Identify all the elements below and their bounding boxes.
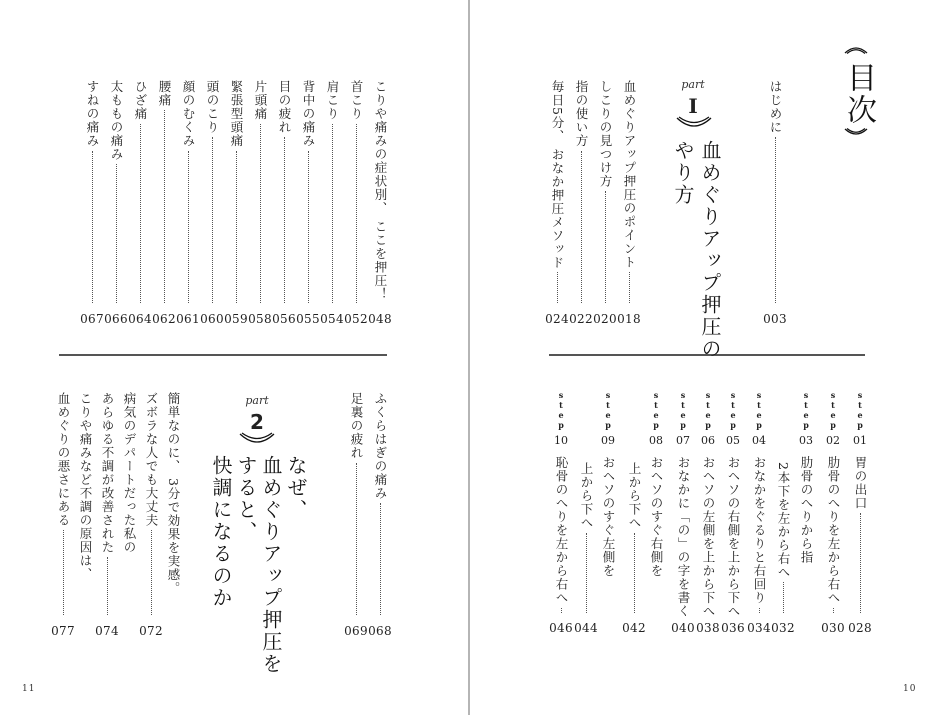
entry-page-number: 059 (224, 312, 248, 326)
part-number: I (688, 94, 698, 118)
dot-leader (775, 137, 776, 303)
entry-page-number: 018 (617, 312, 641, 326)
step-label: step 10 (554, 390, 568, 447)
entry-title: 足裏の疲れ (349, 392, 364, 460)
toc-entry[interactable] (200, 80, 224, 326)
dot-leader (629, 272, 630, 303)
dot-leader (164, 110, 165, 303)
dot-leader (380, 503, 381, 615)
entry-page-number: 067 (80, 312, 104, 326)
dot-leader (188, 151, 189, 304)
entry-title: 病気のデパートだった私の (122, 392, 137, 554)
entry-title: 片頭痛 (253, 80, 268, 121)
entry-page-number: 003 (763, 312, 787, 326)
part-title-line-4: 快調になるのか (209, 455, 233, 609)
entry-title: 頭のこり (205, 80, 220, 134)
dot-leader (561, 608, 562, 614)
entry-title: こりや痛みなど不調の原因は、 (78, 392, 93, 581)
toc-entry[interactable] (296, 80, 320, 326)
part-label: part (245, 394, 269, 407)
entry-title: 簡単なのに、 3分で効果を実感。 (166, 392, 181, 595)
part-number: 2 (250, 410, 264, 434)
dot-leader (140, 124, 141, 304)
dot-leader (356, 463, 357, 616)
step-label: step 06 (701, 390, 715, 447)
entry-page-number: 060 (200, 312, 224, 326)
toc-entry[interactable] (593, 80, 617, 326)
entry-title: こりや痛みの症状別、 ここを押圧！ (373, 80, 388, 301)
dot-leader (581, 151, 582, 304)
entry-title: 太ももの痛み (109, 80, 124, 161)
entry-title: 首こり (349, 80, 364, 121)
toc-entry-step[interactable] (771, 462, 795, 635)
dot-leader (151, 530, 152, 615)
dot-leader (759, 608, 760, 614)
dot-leader (212, 137, 213, 303)
dot-leader (634, 533, 635, 614)
entry-title: 恥骨のへりを左から右へ (554, 456, 569, 605)
section-divider-left (59, 354, 387, 356)
dot-leader (605, 191, 606, 303)
toc-entry[interactable] (320, 80, 344, 326)
entry-title: 上から下へ (579, 462, 594, 530)
entry-title: 胃の出口 (853, 456, 868, 510)
part-title-line-2: 血めぐりアップ押圧を (259, 455, 283, 675)
step-label: step 02 (826, 390, 840, 447)
title-bracket-bottom-icon (844, 128, 868, 138)
step-label: step 01 (853, 390, 867, 447)
dot-leader (833, 608, 834, 614)
dot-leader (557, 272, 558, 303)
dot-leader (783, 582, 784, 613)
toc-entry-step-line1[interactable] (648, 456, 664, 578)
entry-page-number: 022 (569, 312, 593, 326)
toc-title: 目次 (841, 62, 876, 126)
toc-entry[interactable] (344, 80, 368, 326)
step-label: step 07 (676, 390, 690, 447)
entry-title: 指の使い方 (574, 80, 589, 148)
toc-entry[interactable] (368, 392, 392, 638)
step-label: step 03 (799, 390, 813, 447)
title-bracket-top-icon (844, 44, 868, 54)
toc-entry-step[interactable] (821, 456, 845, 635)
toc-entry-intro[interactable] (763, 80, 787, 326)
entry-title: 腰痛 (157, 80, 172, 107)
entry-title: 背中の痛み (301, 80, 316, 148)
entry-title: 目の疲れ (277, 80, 292, 134)
toc-entry-line1[interactable] (77, 392, 93, 618)
dot-leader (260, 124, 261, 304)
entry-title: 肩こり (325, 80, 340, 121)
entry-page-number: 077 (51, 624, 75, 638)
book-spine (468, 0, 470, 715)
toc-entry[interactable] (272, 80, 296, 326)
entry-page-number: 040 (671, 621, 695, 635)
entry-title: しこりの見つけ方 (598, 80, 613, 188)
entry-title: ズボラな人でも大丈夫 (144, 392, 159, 527)
entry-page-number: 052 (344, 312, 368, 326)
entry-title: 血めぐりの悪さにある (56, 392, 71, 527)
step-label: step 05 (726, 390, 740, 447)
entry-page-number: 055 (296, 312, 320, 326)
entry-page-number: 058 (248, 312, 272, 326)
entry-title: 上から下へ (627, 462, 642, 530)
toc-entry-step[interactable] (671, 456, 695, 635)
entry-title: あらゆる不調が改善された (100, 392, 115, 554)
dot-leader (236, 151, 237, 304)
step-label: step 04 (752, 390, 766, 447)
step-label: step 08 (649, 390, 663, 447)
dot-leader (356, 124, 357, 304)
entry-page-number: 046 (549, 621, 573, 635)
entry-title: ふくらはぎの痛み (373, 392, 388, 500)
toc-entry[interactable] (95, 392, 119, 638)
entry-page-number: 056 (272, 312, 296, 326)
toc-entry-step[interactable] (721, 456, 745, 635)
toc-entry[interactable] (152, 80, 176, 326)
toc-entry[interactable] (569, 80, 593, 326)
entry-page-number: 020 (593, 312, 617, 326)
toc-entry[interactable] (617, 80, 641, 326)
toc-entry-step[interactable] (622, 462, 646, 635)
entry-page-number: 074 (95, 624, 119, 638)
part-title-line-2: やり方 (671, 140, 695, 206)
toc-entry[interactable] (344, 392, 368, 638)
entry-page-number: 061 (176, 312, 200, 326)
dot-leader (860, 513, 861, 613)
toc-entry[interactable] (128, 80, 152, 326)
toc-entry-step-line1[interactable] (798, 456, 814, 564)
entry-page-number: 064 (128, 312, 152, 326)
entry-title: 血めぐりアップ押圧のポイント (622, 80, 637, 269)
entry-page-number: 066 (104, 312, 128, 326)
entry-title: おヘソのすぐ左側を (601, 456, 616, 578)
dot-leader (92, 151, 93, 304)
entry-page-number: 048 (368, 312, 392, 326)
entry-page-number: 038 (696, 621, 720, 635)
dot-leader (63, 530, 64, 615)
page-number-left: 11 (22, 684, 36, 694)
entry-page-number: 030 (821, 621, 845, 635)
entry-page-number: 068 (368, 624, 392, 638)
toc-entry-step[interactable] (549, 456, 573, 635)
entry-page-number: 069 (344, 624, 368, 638)
toc-entry-step[interactable] (696, 456, 720, 635)
entry-title: はじめに (768, 80, 783, 134)
entry-title: 毎日5分、 おなか押圧メソッド (550, 80, 565, 270)
part-label: part (681, 78, 705, 91)
entry-page-number: 054 (320, 312, 344, 326)
entry-page-number: 062 (152, 312, 176, 326)
dot-leader (107, 557, 108, 615)
entry-title: 顔のむくみ (181, 80, 196, 148)
toc-entry[interactable] (80, 80, 104, 326)
toc-entry-step[interactable] (574, 462, 598, 635)
part-title-line-3: すると、 (234, 455, 258, 543)
part-title-line-1: 血めぐりアップ押圧の (698, 140, 722, 360)
dot-leader (116, 164, 117, 303)
entry-title: すねの痛み (85, 80, 100, 148)
entry-title: おヘソのすぐ右側を (649, 456, 664, 578)
entry-title: おヘソの左側を上から下へ (701, 456, 716, 618)
entry-title: 肋骨のへりから指 (799, 456, 814, 564)
toc-entry[interactable] (224, 80, 248, 326)
part-swash-icon (676, 116, 712, 130)
toc-entry[interactable] (139, 392, 163, 638)
toc-entry-line1[interactable] (165, 392, 181, 618)
toc-entry-line1[interactable] (121, 392, 137, 618)
entry-title: ひざ痛 (133, 80, 148, 121)
toc-entry[interactable] (176, 80, 200, 326)
dot-leader (284, 137, 285, 303)
entry-page-number: 044 (574, 621, 598, 635)
entry-title: おなかに「の」の字を書く (676, 456, 691, 618)
toc-entry[interactable] (368, 80, 392, 326)
toc-entry-step[interactable] (747, 456, 771, 635)
toc-entry[interactable] (104, 80, 128, 326)
dot-leader (586, 533, 587, 614)
page-number-right: 10 (903, 684, 917, 694)
dot-leader (308, 151, 309, 304)
part-swash-icon (239, 432, 275, 446)
entry-title: おなかをぐるりと右回り (752, 456, 767, 605)
entry-title: おヘソの右側を上から下へ (726, 456, 741, 618)
entry-page-number: 024 (545, 312, 569, 326)
step-label: step 09 (601, 390, 615, 447)
part-title-line-1: なぜ、 (284, 455, 308, 521)
toc-entry[interactable] (545, 80, 569, 326)
dot-leader (332, 124, 333, 304)
entry-page-number: 042 (622, 621, 646, 635)
entry-page-number: 028 (848, 621, 872, 635)
entry-title: 緊張型頭痛 (229, 80, 244, 148)
toc-entry-step-line1[interactable] (600, 456, 616, 578)
entry-page-number: 036 (721, 621, 745, 635)
entry-page-number: 032 (771, 621, 795, 635)
entry-page-number: 034 (747, 621, 771, 635)
toc-entry[interactable] (248, 80, 272, 326)
toc-entry[interactable] (51, 392, 75, 638)
entry-title: 2本下を左から右へ (776, 462, 791, 579)
toc-entry-step[interactable] (848, 456, 872, 635)
entry-title: 肋骨のへりを左から右へ (826, 456, 841, 605)
entry-page-number: 072 (139, 624, 163, 638)
